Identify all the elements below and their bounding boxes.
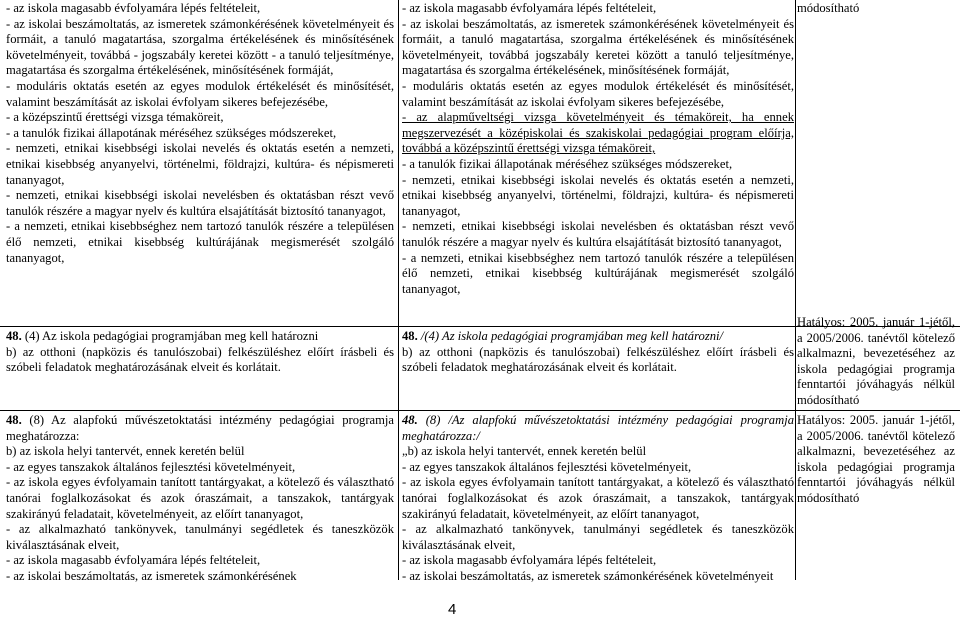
section-intro: (4) Az iskola pedagógiai programjában meg kell határozni	[24, 329, 319, 343]
paragraph: - a tanulók fizikai állapotának méréséhez szükséges módszereket,	[6, 125, 337, 140]
paragraph: b) az iskola helyi tantervét, ennek keretén belül	[6, 444, 245, 459]
paragraph: - moduláris oktatás esetén az egyes modulok értékelését és minősítését, valamint beszámítását az iskolai évfolyam sikeres befejezésébe,	[402, 78, 794, 109]
note: módosítható	[797, 1, 860, 15]
paragraph: - az alkalmazható tankönyvek, tanulmányi segédletek és taneszközök kiválasztásának elveit,	[402, 522, 794, 552]
paragraph: - a nemzeti, etnikai kisebbséghez nem tartozó tanulók részére a településen élő nemzeti, etnikai kisebbség kultúrájának megismerését szolgáló tananyagot,	[6, 219, 394, 265]
row2-amended	[402, 329, 794, 376]
paragraph: b) az otthoni (napközis és tanulószobai) felkészüléshez előírt írásbeli és szóbeli feladatok meghatározásának elveit és korlátait.	[402, 344, 794, 375]
paragraph: - az iskola egyes évfolyamain tanított tantárgyakat, a kötelező és választható tanórai foglalkozásokat és azok óraszámait, a tanszakok, tantárgyak szakirányú feladatait, követelményeit, az előírt tananyagot,	[6, 475, 394, 521]
paragraph: - a tanulók fizikai állapotának méréséhez szükséges módszereket,	[402, 156, 733, 171]
row3-original	[6, 413, 394, 585]
row2-note	[797, 315, 955, 409]
paragraph: - moduláris oktatás esetén az egyes modulok értékelését és minősítését, valamint beszámítását az iskolai évfolyam sikeres befejezésébe,	[6, 78, 394, 109]
paragraph: - nemzeti, etnikai kisebbségi iskolai nevelésben és oktatásban részt vevő tanulók részére a magyar nyelv és kultúra elsajátítását biztosító tananyagot,	[6, 188, 394, 218]
paragraph: - az iskolai beszámoltatás, az ismeretek számonkérésének követelményeit és formáit, a tanuló magatartása, szorgalma értékelésének és minősítésének követelményeit, továbbá jogszabály keretei között a tanuló teljesítménye, magatartása és szorgalma értékelésének, minősítésének formáját,	[402, 16, 794, 78]
section-number: 48.	[402, 329, 418, 343]
paragraph: - nemzeti, etnikai kisebbségi iskolai nevelés és oktatás esetén a nemzeti, etnikai kisebbség anyanyelvi, történelmi, földrajzi, kultúra- és népismereti tananyagot,	[402, 172, 794, 218]
paragraph: - az egyes tanszakok általános fejlesztési követelményeit,	[402, 459, 692, 474]
paragraph: - a nemzeti, etnikai kisebbséghez nem tartozó tanulók részére a településen élő nemzeti, etnikai kisebbség kultúrájának megismerését szolgáló tananyagot,	[402, 250, 794, 296]
paragraph: - az iskolai beszámoltatás, az ismeretek számonkérésének követelményeit	[402, 568, 774, 583]
paragraph: - az iskola magasabb évfolyamára lépés feltételeit,	[6, 1, 261, 15]
section-intro: (8) /Az alapfokú művészetoktatási intézmény pedagógiai programja meghatározza:/	[402, 413, 794, 443]
note: Hatályos: 2005. január 1-jétől, a 2005/2006. tanévtől kötelező alkalmazni, bevezetéséhez az iskola pedagógiai programja fenntartói jóváhagyás nélkül módosítható	[797, 413, 955, 505]
section-intro: (8) Az alapfokú művészetoktatási intézmény pedagógiai programja meghatározza:	[6, 413, 394, 443]
row2-original	[6, 329, 394, 376]
row3-note	[797, 413, 955, 507]
section-number: 48.	[402, 413, 418, 427]
paragraph: - a középszintű érettségi vizsga témaköreit,	[6, 110, 224, 125]
note: Hatályos: 2005. január 1-jétől, a 2005/2006. tanévtől kötelező alkalmazni, bevezetéséhez az iskola pedagógiai programja fenntartói jóváhagyás nélkül módosítható	[797, 315, 955, 407]
row1-amended	[402, 1, 794, 297]
section-heading	[402, 329, 794, 345]
section-heading	[6, 329, 394, 345]
paragraph: - az iskola magasabb évfolyamára lépés feltételeit,	[6, 553, 261, 568]
paragraph: - az iskola magasabb évfolyamára lépés feltételeit,	[402, 553, 657, 568]
paragraph-amendment: - az alapműveltségi vizsga követelményeit és témaköreit, ha ennek megszervezését a középiskolai és szakiskolai pedagógiai program előírja, továbbá a középszintű érettségi vizsga témaköreit,	[402, 110, 794, 156]
row1-note	[797, 1, 955, 17]
section-number: 48.	[6, 413, 22, 427]
section-heading	[6, 413, 394, 444]
column-divider	[795, 0, 796, 580]
row3-amended	[402, 413, 794, 585]
paragraph: - az iskolai beszámoltatás, az ismeretek számonkérésének	[6, 568, 297, 583]
row-divider	[0, 410, 960, 411]
paragraph: - az egyes tanszakok általános fejlesztési követelményeit,	[6, 459, 296, 474]
paragraph: - nemzeti, etnikai kisebbségi iskolai nevelésben és oktatásban részt vevő tanulók részére a magyar nyelv és kultúra elsajátítását biztosító tananyagot,	[402, 219, 794, 249]
column-divider	[398, 0, 399, 580]
paragraph: - az iskola magasabb évfolyamára lépés feltételeit,	[402, 1, 657, 15]
section-number: 48.	[6, 329, 22, 343]
paragraph: - az iskolai beszámoltatás, az ismeretek számonkérésének követelményeit és formáit, a tanuló magatartása, szorgalma értékelésének és minősítésének követelményeit, továbbá - jogszabály keretei között - a tanuló teljesítménye, magatartása és szorgalma értékelésének, minősítésének formáját,	[6, 16, 394, 78]
section-intro: /(4) Az iskola pedagógiai programjában meg kell határozni/	[420, 329, 724, 343]
row1-original	[6, 1, 394, 266]
section-heading	[402, 413, 794, 444]
paragraph: - az alkalmazható tankönyvek, tanulmányi segédletek és taneszközök kiválasztásának elveit,	[6, 522, 394, 552]
paragraph: b) az otthoni (napközis és tanulószobai) felkészüléshez előírt írásbeli és szóbeli feladatok meghatározásának elveit és korlátait.	[6, 344, 394, 375]
paragraph: „b) az iskola helyi tantervét, ennek keretén belül	[402, 444, 647, 459]
paragraph: - az iskola egyes évfolyamain tanított tantárgyakat, a kötelező és választható tanórai foglalkozásokat és azok óraszámait, a tanszakok, tantárgyak szakirányú feladatait, követelményeit, az előírt tananyagot,	[402, 475, 794, 521]
paragraph: - nemzeti, etnikai kisebbségi iskolai nevelés és oktatás esetén a nemzeti, etnikai kisebbség anyanyelvi, történelmi, földrajzi, kultúra- és népismereti tananyagot,	[6, 141, 394, 187]
page-number: 4	[448, 601, 457, 618]
